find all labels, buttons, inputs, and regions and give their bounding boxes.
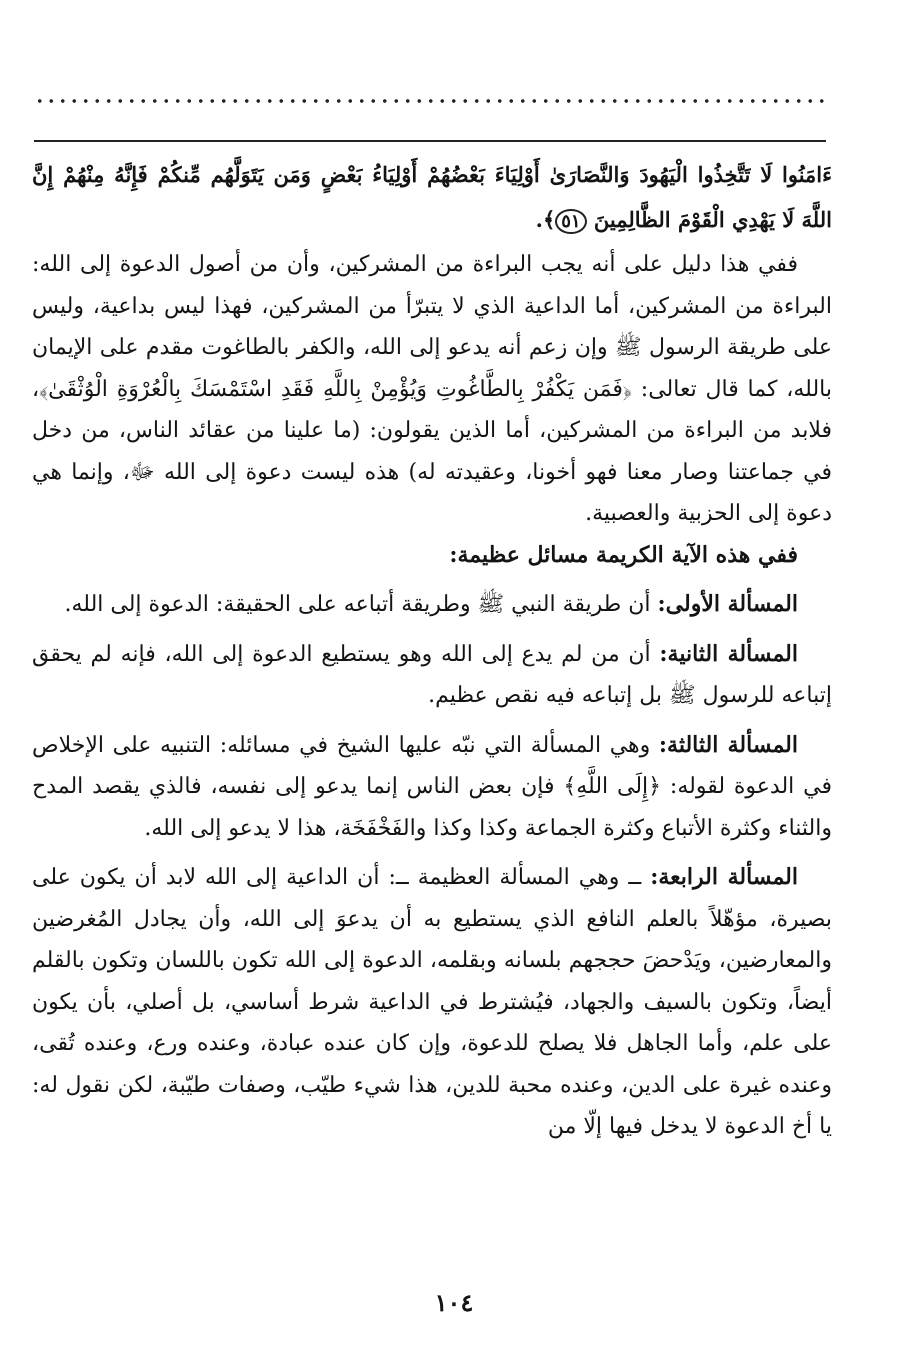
issue-label: المسألة الرابعة: — [650, 864, 798, 890]
issue-text: أن طريقة النبي ﷺ وطريقة أتباعه على الحقيقة: الدعوة إلى الله. — [64, 592, 658, 617]
issue-2 — [32, 634, 832, 717]
issue-1 — [32, 584, 832, 626]
issue-label: المسألة الثالثة: — [658, 731, 798, 758]
verse-end-bracket: ﴾. — [535, 207, 556, 232]
quran-verse — [32, 152, 832, 244]
page-content — [32, 152, 832, 1148]
issue-text: أن من لم يدع إلى الله وهو يستطيع الدعوة إلى الله، فإنه لم يحقق إتباعه للرسول ﷺ بل إتباعه فيه نقص عظيم. — [32, 641, 832, 708]
verse-number-ornament: ٥١ — [555, 209, 586, 234]
issue-3 — [32, 725, 832, 850]
page-number: ١٠٤ — [434, 1288, 474, 1317]
issue-label: المسألة الأولى: — [657, 591, 798, 617]
issue-4 — [32, 857, 832, 1148]
section-heading: ففي هذه الآية الكريمة مسائل عظيمة: — [449, 541, 798, 568]
verse-text: ءَامَنُوا لَا تَتَّخِذُوا الْيَهُودَ وَالنَّصَارَىٰ أَوْلِيَاءَ بَعْضُهُمْ أَوْلِيَاءُ بَعْضٍ وَمَن يَتَوَلَّهُم مِّنكُمْ فَإِنَّهُ مِنْهُمْ إِنَّ اللَّهَ لَا يَهْدِي الْقَوْمَ الظَّالِمِينَ — [32, 162, 832, 232]
issue-text: وهي المسألة التي نبّه عليها الشيخ في مسائله: التنبيه على الإخلاص في الدعوة لقوله: ﴿إِلَى اللَّهِ﴾ فإن بعض الناس إنما يدعو إلى نفسه، فالذي يقصد المدح والثناء وكثرة الأتباع وكثرة الجماعة وكذا وكذا والفَخْفَخَة، هذا لا يدعو إلى الله. — [32, 732, 832, 841]
paragraph-1: ففي هذا دليل على أنه يجب البراءة من المشركين، وأن من أصول الدعوة إلى الله: البراءة من المشركين، أما الداعية الذي لا يتبرّأ من المشركين، فهذا ليس بداعية، وليس على طريقة الرسول ﷺ وإن زعم أنه يدعو إلى الله، والكفر بالطاغوت مقدم على الإيمان بالله، كما قال تعالى: ﴿فَمَن يَكْفُرْ بِالطَّاغُوتِ وَيُؤْمِنْ بِاللَّهِ فَقَدِ اسْتَمْسَكَ بِالْعُرْوَةِ الْوُثْقَىٰ﴾، فلابد من البراءة من المشركين، أما الذين يقولون: (ما علينا من عقائد الناس، من دخل في جماعتنا وصار معنا فهو أخونا، وعقيدته له) هذه ليست دعوة إلى الله ﷻ، وإنما هي دعوة إلى الحزبية والعصبية. — [32, 252, 832, 526]
dotted-separator — [34, 96, 824, 106]
issue-label: المسألة الثانية: — [659, 640, 798, 667]
issue-text: ــ وهي المسألة العظيمة ــ: أن الداعية إلى الله لابد أن يكون على بصيرة، مؤهّلاً بالعلم النافع الذي يستطيع به أن يدعوَ إلى الله، وأن يجادل المُغرضين والمعارضين، ويَدْحضَ حججهم بلسانه وبقلمه، الدعوة إلى الله تكون باللسان وتكون بالقلم أيضاً، وتكون بالسيف والجهاد، فيُشترط في الداعية شرط أساسي، بل أصلي، بأن يكون على علم، وأما الجاهل فلا يصلح للدعوة، وإن كان عنده عبادة، وعنده ورع، وعنده تُقى، وعنده غيرة على الدين، وعنده محبة للدين، هذا شيء طيّب، وصفات طيّبة، لكن نقول له: يا أخ الدعوة لا يدخل فيها إلّا من — [32, 865, 833, 1139]
horizontal-rule — [34, 140, 826, 142]
